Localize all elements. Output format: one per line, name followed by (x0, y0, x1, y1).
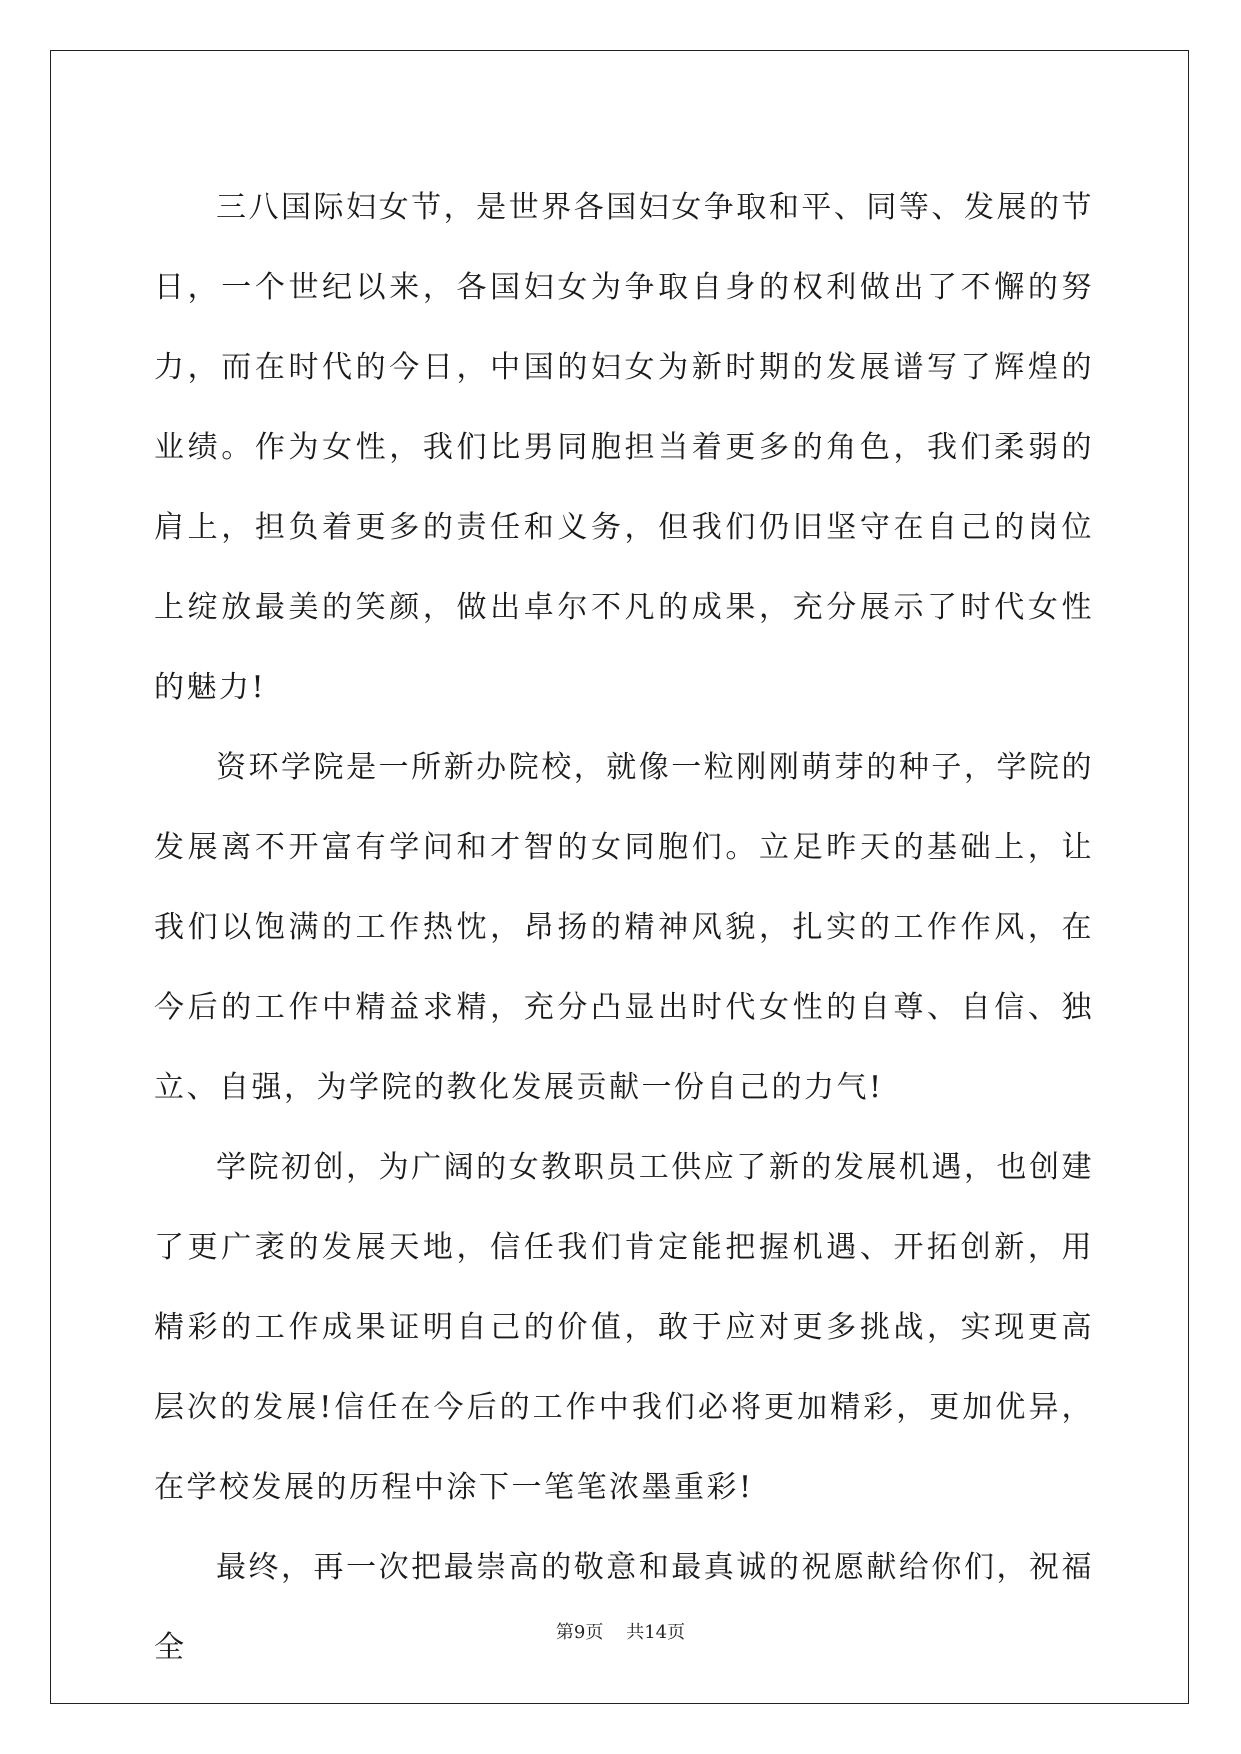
paragraph-2: 资环学院是一所新办院校，就像一粒刚刚萌芽的种子，学院的发展离不开富有学问和才智的女同胞们。立足昨天的基础上，让我们以饱满的工作热忱，昂扬的精神风貌，扎实的工作作风，在今后的工作中精益求精，充分凸显出时代女性的自尊、自信、独立、自强，为学院的教化发展贡献一份自己的力气! (154, 750, 1094, 1105)
paragraph-1: 三八国际妇女节，是世界各国妇女争取和平、同等、发展的节日，一个世纪以来，各国妇女为争取自身的权利做出了不懈的努力，而在时代的今日，中国的妇女为新时期的发展谱写了辉煌的业绩。作为女性，我们比男同胞担当着更多的角色，我们柔弱的肩上，担负着更多的责任和义务，但我们仍旧坚守在自己的岗位上绽放最美的笑颜，做出卓尔不凡的成果，充分展示了时代女性的魅力! (154, 190, 1094, 705)
page-footer (0, 1618, 1241, 1644)
page-total: 共14页 (626, 1622, 686, 1643)
paragraph-3: 学院初创，为广阔的女教职员工供应了新的发展机遇，也创建了更广袤的发展天地，信任我们肯定能把握机遇、开拓创新，用精彩的工作成果证明自己的价值，敢于应对更多挑战，实现更高层次的发展!信任在今后的工作中我们必将更加精彩，更加优异，在学校发展的历程中涂下一笔笔浓墨重彩! (154, 1150, 1094, 1505)
paragraph-4: 最终，再一次把最崇高的敬意和最真诚的祝愿献给你们，祝福全 (154, 1550, 1094, 1665)
page-number: 第9页 (555, 1622, 604, 1643)
document-body (154, 168, 1094, 1688)
